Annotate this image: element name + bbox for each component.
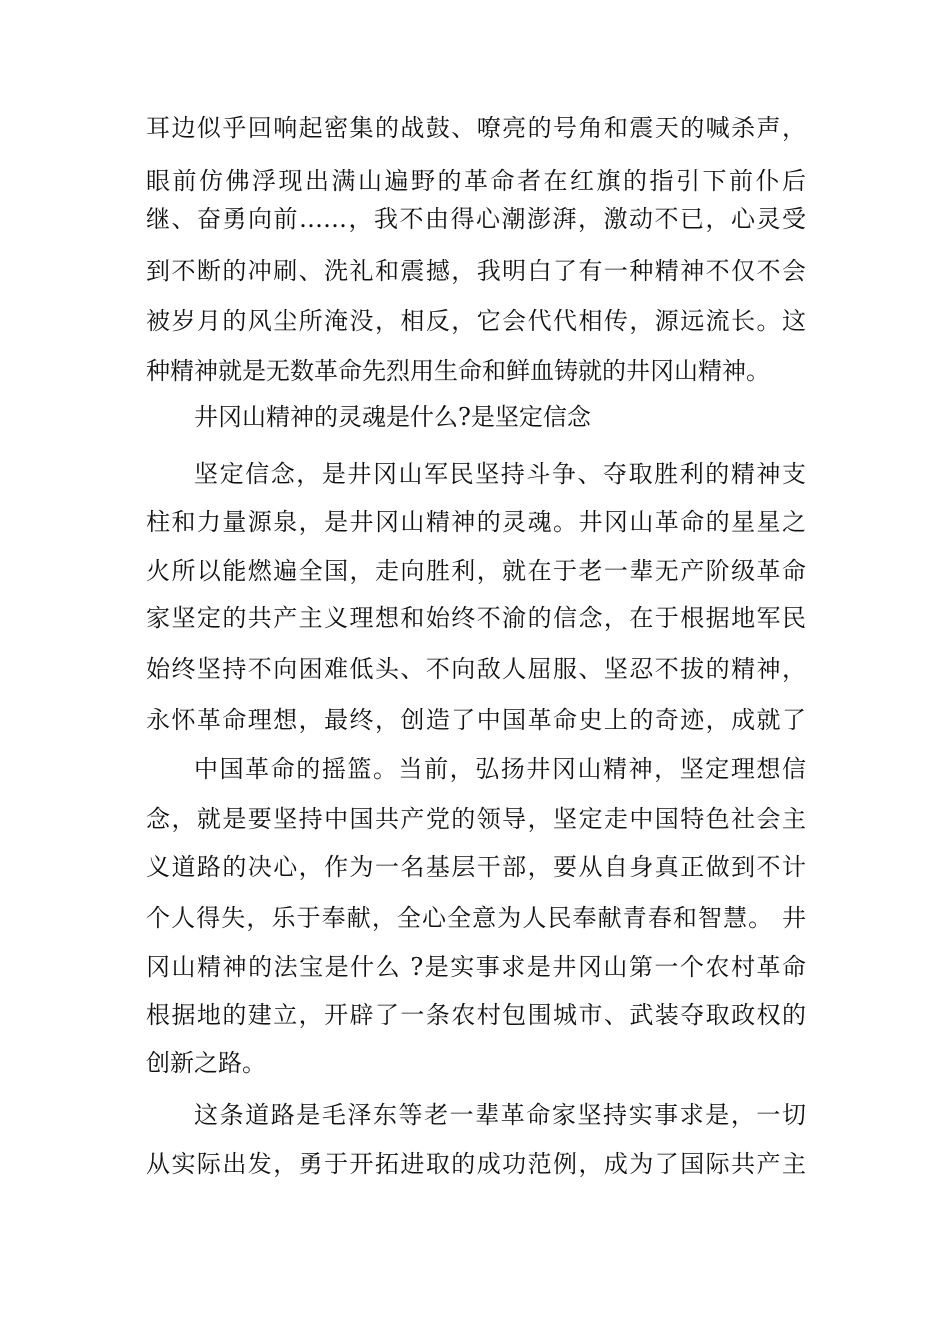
text-line-15: 念，就是要坚持中国共产党的领导，坚定走中国特色社会主 [146, 805, 806, 833]
text-line-9: 柱和力量源泉，是井冈山精神的灵魂。井冈山革命的星星之 [146, 508, 806, 536]
text-line-16: 义道路的决心，作为一名基层干部，要从自身真正做到不计 [146, 853, 806, 881]
text-line-20: 创新之路。 [146, 1049, 266, 1077]
text-line-12: 始终坚持不向困难低头、不向敌人屈服、坚忍不拔的精神， [146, 655, 806, 683]
text-line-4: 到不断的冲刷、洗礼和震撼，我明白了有一种精神不仅不会 [146, 257, 806, 285]
text-line-3: 继、奋勇向前……，我不由得心潮澎湃，激动不已，心灵受 [146, 205, 806, 233]
text-line-2: 眼前仿佛浮现出满山遍野的革命者在红旗的指引下前仆后 [146, 167, 806, 195]
text-line-13: 永怀革命理想，最终，创造了中国革命史上的奇迹，成就了 [146, 706, 806, 734]
text-line-1: 耳边似乎回响起密集的战鼓、嘹亮的号角和震天的喊杀声， [146, 114, 806, 142]
text-line-8: 坚定信念，是井冈山军民坚持斗争、夺取胜利的精神支 [194, 460, 806, 488]
text-line-11: 家坚定的共产主义理想和始终不渝的信念，在于根据地军民 [146, 604, 806, 632]
text-line-5: 被岁月的风尘所淹没，相反，它会代代相传，源远流长。这 [146, 307, 806, 335]
text-line-21: 这条道路是毛泽东等老一辈革命家坚持实事求是，一切 [194, 1101, 806, 1129]
text-line-22: 从实际出发，勇于开拓进取的成功范例，成为了国际共产主 [146, 1150, 806, 1178]
text-line-17: 个人得失，乐于奉献，全心全意为人民奉献青春和智慧。 井 [146, 904, 806, 932]
text-line-19: 根据地的建立，开辟了一条农村包围城市、武装夺取政权的 [146, 1001, 806, 1029]
text-line-10: 火所以能燃遍全国，走向胜利，就在于老一辈无产阶级革命 [146, 557, 806, 585]
text-line-18: 冈山精神的法宝是什么 ?是实事求是井冈山第一个农村革命 [146, 953, 806, 981]
section-heading: 井冈山精神的灵魂是什么?是坚定信念 [194, 403, 591, 431]
text-line-14: 中国革命的摇篮。当前，弘扬井冈山精神，坚定理想信 [194, 755, 806, 783]
text-line-6: 种精神就是无数革命先烈用生命和鲜血铸就的井冈山精神。 [146, 357, 770, 385]
